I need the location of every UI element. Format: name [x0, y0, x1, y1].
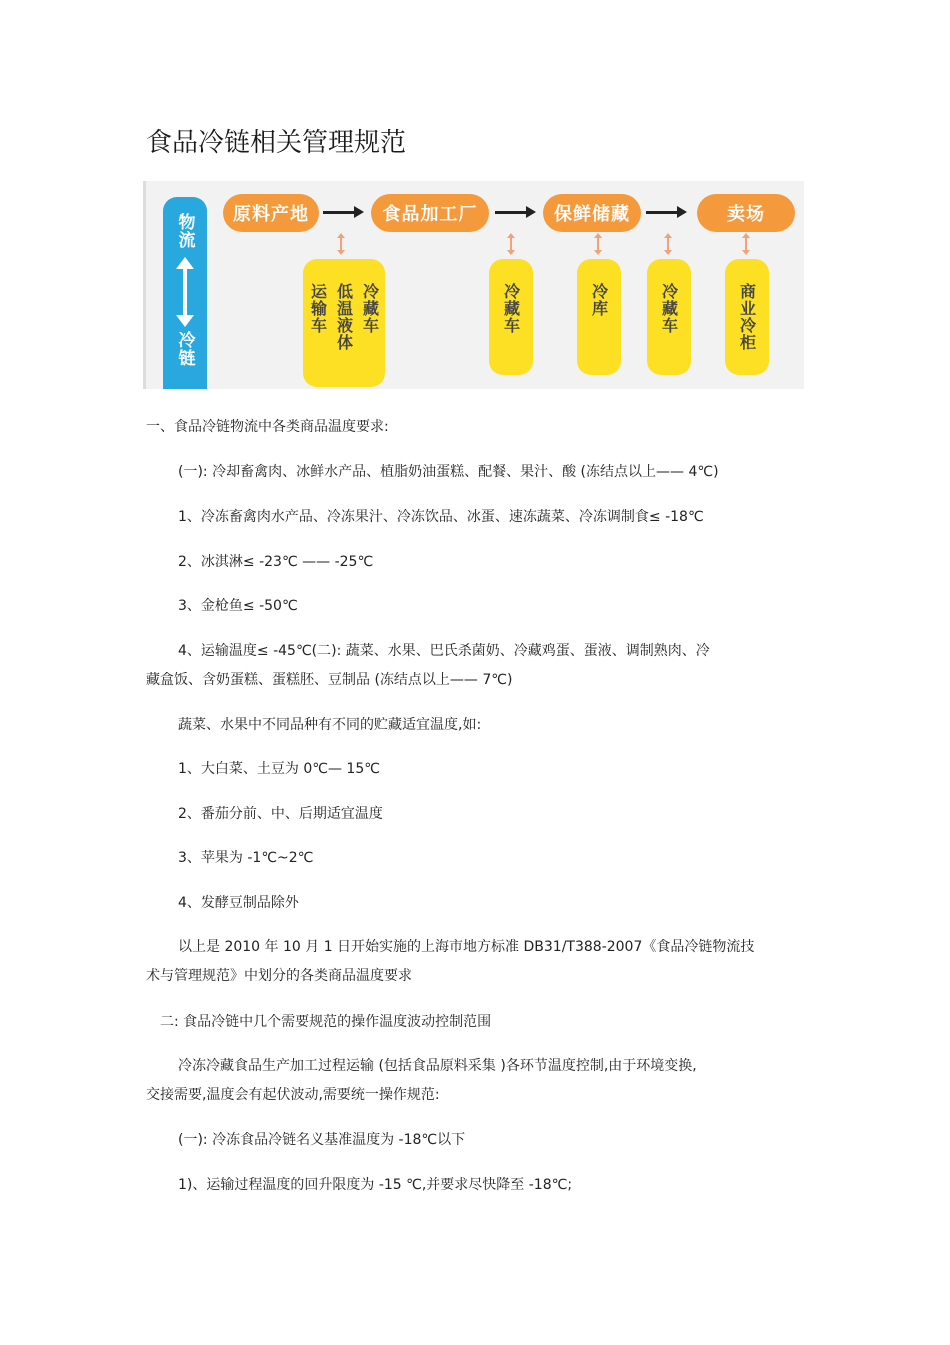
link-arrow-icon: [340, 235, 342, 253]
paragraph: (一): 冷冻食品冷链名义基准温度为 -18℃以下: [178, 1132, 466, 1148]
paragraph: (一): 冷却畜禽肉、冰鲜水产品、植脂奶油蛋糕、配餐、果汁、酸 (冻结点以上—— 4℃): [178, 464, 719, 480]
diagram-edge: [143, 181, 146, 389]
storage-label: 冷藏车: [501, 283, 521, 334]
paragraph: 交接需要,温度会有起伏波动,需要统一操作规范:: [146, 1087, 440, 1103]
stage-raw-origin: 原料产地: [223, 194, 319, 232]
paragraph: 4、发酵豆制品除外: [178, 895, 299, 911]
paragraph: 1、大白菜、土豆为 0℃— 15℃: [178, 761, 380, 777]
side-label-logistics: 物流: [174, 213, 195, 249]
arrow-right-icon: [323, 211, 361, 214]
storage-refrigerated-truck: [489, 259, 533, 375]
paragraph: 2、番茄分前、中、后期适宜温度: [178, 806, 383, 822]
arrow-right-icon: [495, 211, 533, 214]
storage-refrigerated-truck-2: [647, 259, 691, 375]
paragraph: 1)、运输过程温度的回升限度为 -15 ℃,并要求尽快降至 -18℃;: [178, 1177, 573, 1193]
stage-processing-plant: 食品加工厂: [371, 194, 489, 232]
paragraph: 2、冰淇淋≤ -23℃ —— -25℃: [178, 554, 374, 570]
section-heading: 二: 食品冷链中几个需要规范的操作温度波动控制范围: [160, 1014, 492, 1030]
arrow-right-icon: [646, 211, 684, 214]
stage-market: 卖场: [697, 194, 795, 232]
paragraph: 1、冷冻畜禽肉水产品、冷冻果汁、冷冻饮品、冰蛋、速冻蔬菜、冷冻调制食≤ -18℃: [178, 509, 704, 525]
link-arrow-icon: [667, 235, 669, 253]
page-title: 食品冷链相关管理规范: [146, 128, 407, 158]
paragraph: 术与管理规范》中划分的各类商品温度要求: [146, 968, 412, 984]
section-heading: 一、食品冷链物流中各类商品温度要求:: [146, 419, 389, 435]
storage-label: 冷藏车: [360, 283, 380, 334]
storage-label: 商业冷柜: [737, 283, 757, 351]
double-arrow-icon: [182, 257, 188, 327]
storage-cold-room: [577, 259, 621, 375]
paragraph: 以上是 2010 年 10 月 1 日开始实施的上海市地方标准 DB31/T388-2007《食品冷链物流技: [178, 939, 755, 955]
paragraph: 3、苹果为 -1℃~2℃: [178, 850, 314, 866]
storage-commercial-freezer: [725, 259, 769, 375]
stage-fresh-storage: 保鲜储藏: [543, 194, 641, 232]
link-arrow-icon: [745, 235, 747, 253]
logistics-cold-chain-bar: [163, 197, 207, 389]
paragraph: 藏盒饭、含奶蛋糕、蛋糕胚、豆制品 (冻结点以上—— 7℃): [146, 672, 513, 688]
paragraph: 冷冻冷藏食品生产加工过程运输 (包括食品原料采集 )各环节温度控制,由于环境变换,: [178, 1058, 697, 1074]
paragraph: 3、金枪鱼≤ -50℃: [178, 598, 298, 614]
link-arrow-icon: [510, 235, 512, 253]
paragraph: 4、运输温度≤ -45℃(二): 蔬菜、水果、巴氏杀菌奶、冷藏鸡蛋、蛋液、调制熟肉、冷: [178, 643, 710, 659]
side-label-cold-chain: 冷链: [174, 331, 195, 367]
storage-label: 冷库: [589, 283, 609, 317]
cold-chain-diagram: [143, 181, 804, 389]
storage-label: 运输车: [308, 283, 328, 334]
link-arrow-icon: [597, 235, 599, 253]
storage-label: 冷藏车: [659, 283, 679, 334]
paragraph: 蔬菜、水果中不同品种有不同的贮藏适宜温度,如:: [178, 717, 482, 733]
storage-transport: [303, 259, 385, 387]
storage-label: 低温液体: [334, 283, 354, 351]
